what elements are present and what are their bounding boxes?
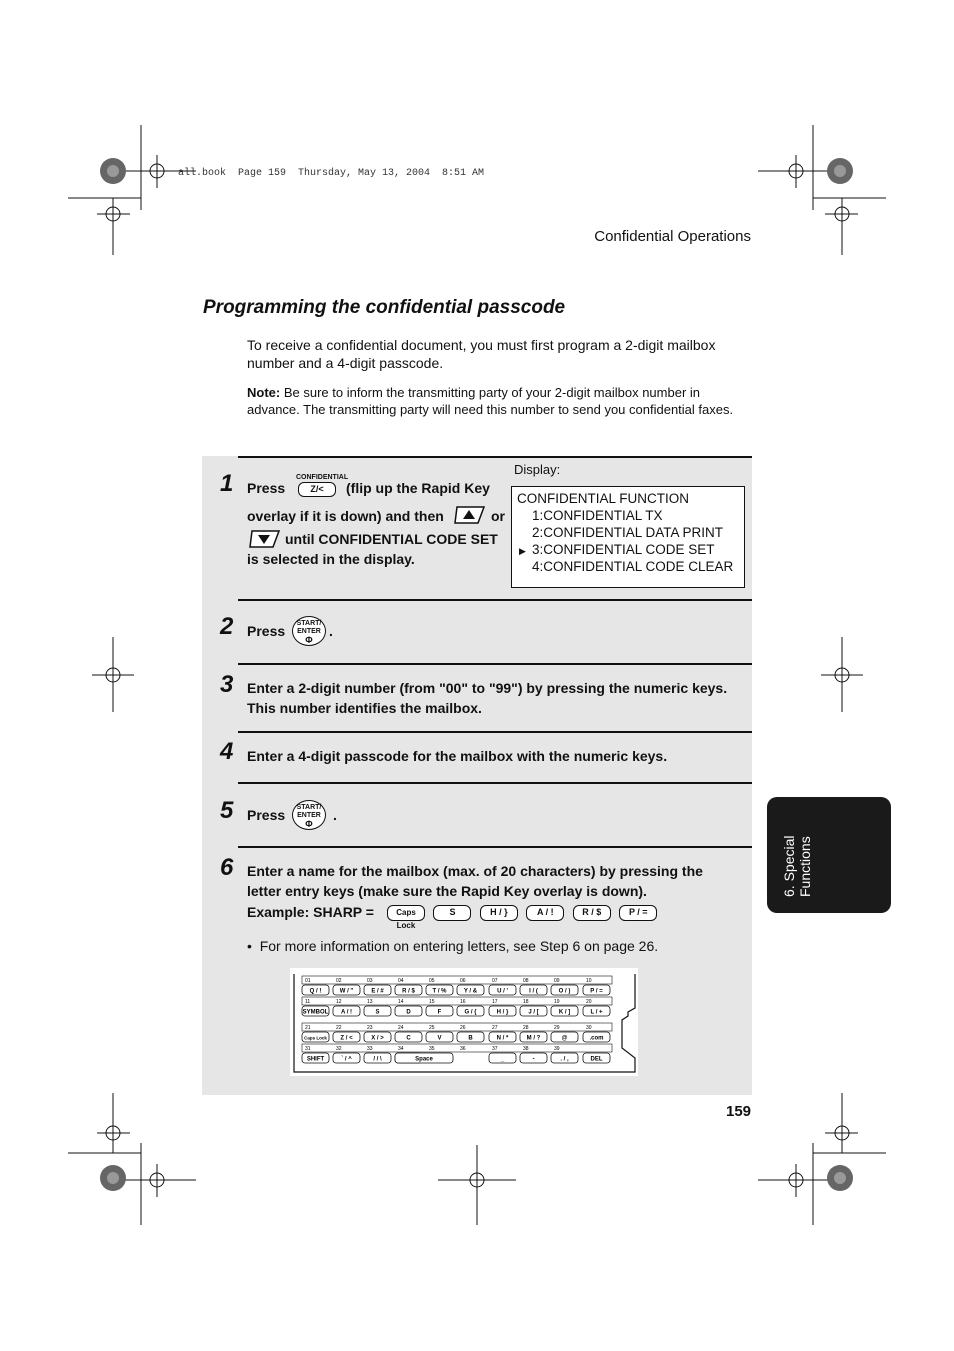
- overlay-key-label: R / $: [402, 988, 415, 995]
- key-number-strip: [302, 976, 612, 984]
- start-label: START/: [296, 804, 322, 811]
- step-2-suffix: .: [329, 623, 333, 639]
- print-info: all.book Page 159 Thursday, May 13, 2004 8:51 AM: [178, 168, 485, 179]
- key-number: 21: [305, 1025, 311, 1031]
- overlay-key-label: V: [437, 1035, 442, 1042]
- start-label: START/: [296, 620, 322, 627]
- overlay-key-label: Q / !: [309, 988, 322, 995]
- chapter-tab-label: [781, 807, 813, 897]
- key-number: 22: [336, 1025, 342, 1031]
- key-number: 27: [492, 1025, 498, 1031]
- overlay-key-label: Caps Lock: [304, 1035, 327, 1041]
- overlay-key-label: D: [406, 1009, 411, 1016]
- bullet-text: For more information on entering letters, see Step 6 on page 26.: [259, 938, 659, 954]
- key-number: 29: [554, 1025, 560, 1031]
- overlay-key-label: J / [: [528, 1009, 539, 1016]
- key-number: 11: [305, 999, 311, 1005]
- display-line-selected: ▶ 3:CONFIDENTIAL CODE SET: [517, 541, 744, 558]
- key-number: 08: [523, 978, 529, 984]
- chapter-tab: [767, 797, 891, 913]
- step-number: 1: [220, 470, 234, 497]
- key-number: 23: [367, 1025, 373, 1031]
- letter-key: S: [433, 905, 471, 921]
- step-1-text-c: or: [491, 508, 505, 524]
- display-line: 1:CONFIDENTIAL TX: [532, 508, 663, 523]
- key-number-strip: [302, 997, 612, 1005]
- step-number: 3: [220, 671, 234, 698]
- step-5-press: Press: [247, 807, 286, 823]
- step-divider: [238, 731, 752, 733]
- overlay-key-label: .com: [589, 1035, 604, 1042]
- section-title: Programming the confidential passcode: [203, 297, 566, 318]
- step-3-text: Enter a 2-digit number (from "00" to "99") by pressing the numeric keys. This number identifies the mailbox.: [247, 680, 728, 716]
- keyboard-overlay-figure: [290, 968, 638, 1076]
- keyboard-diagram: [290, 968, 638, 1076]
- overlay-key-label: U / ': [497, 988, 508, 995]
- key-number: 20: [586, 999, 592, 1005]
- confidential-key: Z/<: [298, 482, 336, 497]
- enter-label: ENTER: [297, 628, 321, 635]
- overlay-key-label: C: [406, 1035, 411, 1042]
- step-1-text-a: (flip up the Rapid Key: [346, 480, 490, 496]
- key-number: 04: [398, 978, 404, 984]
- lcd-display: [511, 486, 745, 588]
- key-number: 12: [336, 999, 342, 1005]
- key-number: 37: [492, 1046, 498, 1052]
- display-line: CONFIDENTIAL FUNCTION: [517, 491, 689, 506]
- key-number: 32: [336, 1046, 342, 1052]
- step-1-press: Press: [247, 480, 286, 496]
- overlay-key-label: K / ]: [558, 1009, 571, 1016]
- step-divider: [238, 846, 752, 848]
- key-number: 19: [554, 999, 560, 1005]
- start-symbol: Φ: [305, 819, 313, 829]
- key-number: 09: [554, 978, 560, 984]
- overlay-key-label: B: [468, 1035, 473, 1042]
- caps-lock-key: Caps Lock: [387, 905, 425, 921]
- key-number: 10: [586, 978, 592, 984]
- start-enter-key: [292, 616, 326, 646]
- overlay-key-label: SYMBOL: [302, 1009, 329, 1016]
- key-number: 30: [586, 1025, 592, 1031]
- key-number: 25: [429, 1025, 435, 1031]
- key-number: 18: [523, 999, 529, 1005]
- step-6-text: Enter a name for the mailbox (max. of 20 characters) by pressing the letter entry keys (make sure the Rapid Key overlay is down).: [247, 863, 703, 899]
- step-1-text-b: overlay if it is down) and then: [247, 508, 444, 524]
- start-symbol: Φ: [305, 635, 313, 645]
- overlay-key-label: _: [500, 1056, 505, 1063]
- page-number: 159: [726, 1103, 752, 1120]
- overlay-key-label: N / *: [496, 1035, 509, 1042]
- key-number: 06: [460, 978, 466, 984]
- overlay-key-label: X / >: [371, 1035, 384, 1042]
- up-arrow-key-icon: [454, 506, 486, 524]
- overlay-key-label: O / ): [558, 988, 571, 995]
- key-number: 39: [554, 1046, 560, 1052]
- bullet-item: [247, 938, 658, 954]
- chapter-tab-line2: Functions: [797, 836, 813, 897]
- letter-key: A / !: [526, 905, 564, 921]
- overlay-key-label: DEL: [590, 1056, 603, 1063]
- step-divider: [238, 456, 752, 458]
- step-1-text-d: until CONFIDENTIAL CODE SET: [285, 531, 498, 547]
- key-number: 03: [367, 978, 373, 984]
- overlay-key-label: I / (: [529, 988, 538, 995]
- display-line: 2:CONFIDENTIAL DATA PRINT: [532, 525, 724, 540]
- key-number: 02: [336, 978, 342, 984]
- step-2-press: Press: [247, 623, 286, 639]
- key-number-strip: [302, 1044, 612, 1052]
- key-number: 13: [367, 999, 373, 1005]
- key-number: 33: [367, 1046, 373, 1052]
- step-divider: [238, 782, 752, 784]
- overlay-key-label: F: [437, 1009, 442, 1016]
- overlay-key-label: G / {: [464, 1009, 477, 1016]
- overlay-key-label: L / +: [590, 1009, 603, 1016]
- overlay-key-label: ` / ^: [341, 1056, 352, 1063]
- key-number: 35: [429, 1046, 435, 1052]
- key-number: 16: [460, 999, 466, 1005]
- key-number: 34: [398, 1046, 404, 1052]
- display-label: Display:: [514, 462, 561, 477]
- step-number: 4: [220, 738, 234, 765]
- letter-key: R / $: [573, 905, 611, 921]
- note-paragraph: [247, 384, 747, 418]
- key-number: 01: [305, 978, 311, 984]
- overlay-key-label: / / \: [373, 1056, 382, 1063]
- down-arrow-key-icon: [249, 530, 281, 548]
- letter-key: P / =: [619, 905, 657, 921]
- key-number: 31: [305, 1046, 311, 1052]
- overlay-key-label: M / ?: [526, 1035, 541, 1042]
- step-1-text-e: is selected in the display.: [247, 551, 415, 567]
- step-5-suffix: .: [333, 807, 337, 823]
- overlay-key-label: -: [532, 1056, 535, 1063]
- overlay-key-label: . / ,: [560, 1056, 569, 1063]
- key-number: 24: [398, 1025, 404, 1031]
- chapter-tab-line1: 6. Special: [781, 835, 797, 897]
- overlay-key-label: P / =: [590, 988, 603, 995]
- step-number: 6: [220, 854, 234, 881]
- overlay-key-label: H / }: [496, 1009, 509, 1016]
- key-number: 14: [398, 999, 404, 1005]
- step-number: 5: [220, 797, 234, 824]
- step-divider: [238, 663, 752, 665]
- overlay-key-label: Z / <: [340, 1035, 353, 1042]
- bullet-icon: •: [247, 938, 260, 954]
- overlay-key-label: SHIFT: [306, 1056, 325, 1063]
- letter-key: H / }: [480, 905, 518, 921]
- key-number: 17: [492, 999, 498, 1005]
- note-text: Be sure to inform the transmitting party of your 2-digit mailbox number in advance. The transmitting party will need this number to send you confidential faxes.: [247, 385, 734, 417]
- overlay-key-label: T / %: [432, 988, 447, 995]
- example-key-sequence: [387, 904, 661, 930]
- step-divider: [238, 599, 752, 601]
- overlay-key-label: A / !: [340, 1009, 353, 1016]
- step-number: 2: [220, 613, 234, 640]
- key-number: 15: [429, 999, 435, 1005]
- start-enter-key: [292, 800, 326, 830]
- key-number: 38: [523, 1046, 529, 1052]
- overlay-key-label: Space: [415, 1056, 433, 1063]
- confidential-key-label: CONFIDENTIAL: [296, 474, 349, 481]
- intro-paragraph: To receive a confidential document, you must first program a 2-digit mailbox number and a 4-digit passcode.: [247, 337, 716, 371]
- running-header: Confidential Operations: [594, 228, 751, 245]
- key-number: 26: [460, 1025, 466, 1031]
- key-number-strip: [302, 1023, 612, 1031]
- enter-label: ENTER: [297, 812, 321, 819]
- note-label: Note:: [247, 385, 281, 400]
- overlay-key-label: W / ": [339, 988, 354, 995]
- display-line: 4:CONFIDENTIAL CODE CLEAR: [532, 559, 734, 574]
- overlay-key-label: @: [561, 1035, 568, 1042]
- step-6-example: Example: SHARP =: [247, 904, 374, 920]
- key-number: 07: [492, 978, 498, 984]
- overlay-key-label: E / #: [371, 988, 384, 995]
- key-number: 05: [429, 978, 435, 984]
- overlay-key-label: S: [375, 1009, 380, 1016]
- step-4-text: Enter a 4-digit passcode for the mailbox with the numeric keys.: [247, 748, 668, 764]
- overlay-key-label: Y / &: [463, 988, 478, 995]
- key-number: 36: [460, 1046, 466, 1052]
- key-number: 28: [523, 1025, 529, 1031]
